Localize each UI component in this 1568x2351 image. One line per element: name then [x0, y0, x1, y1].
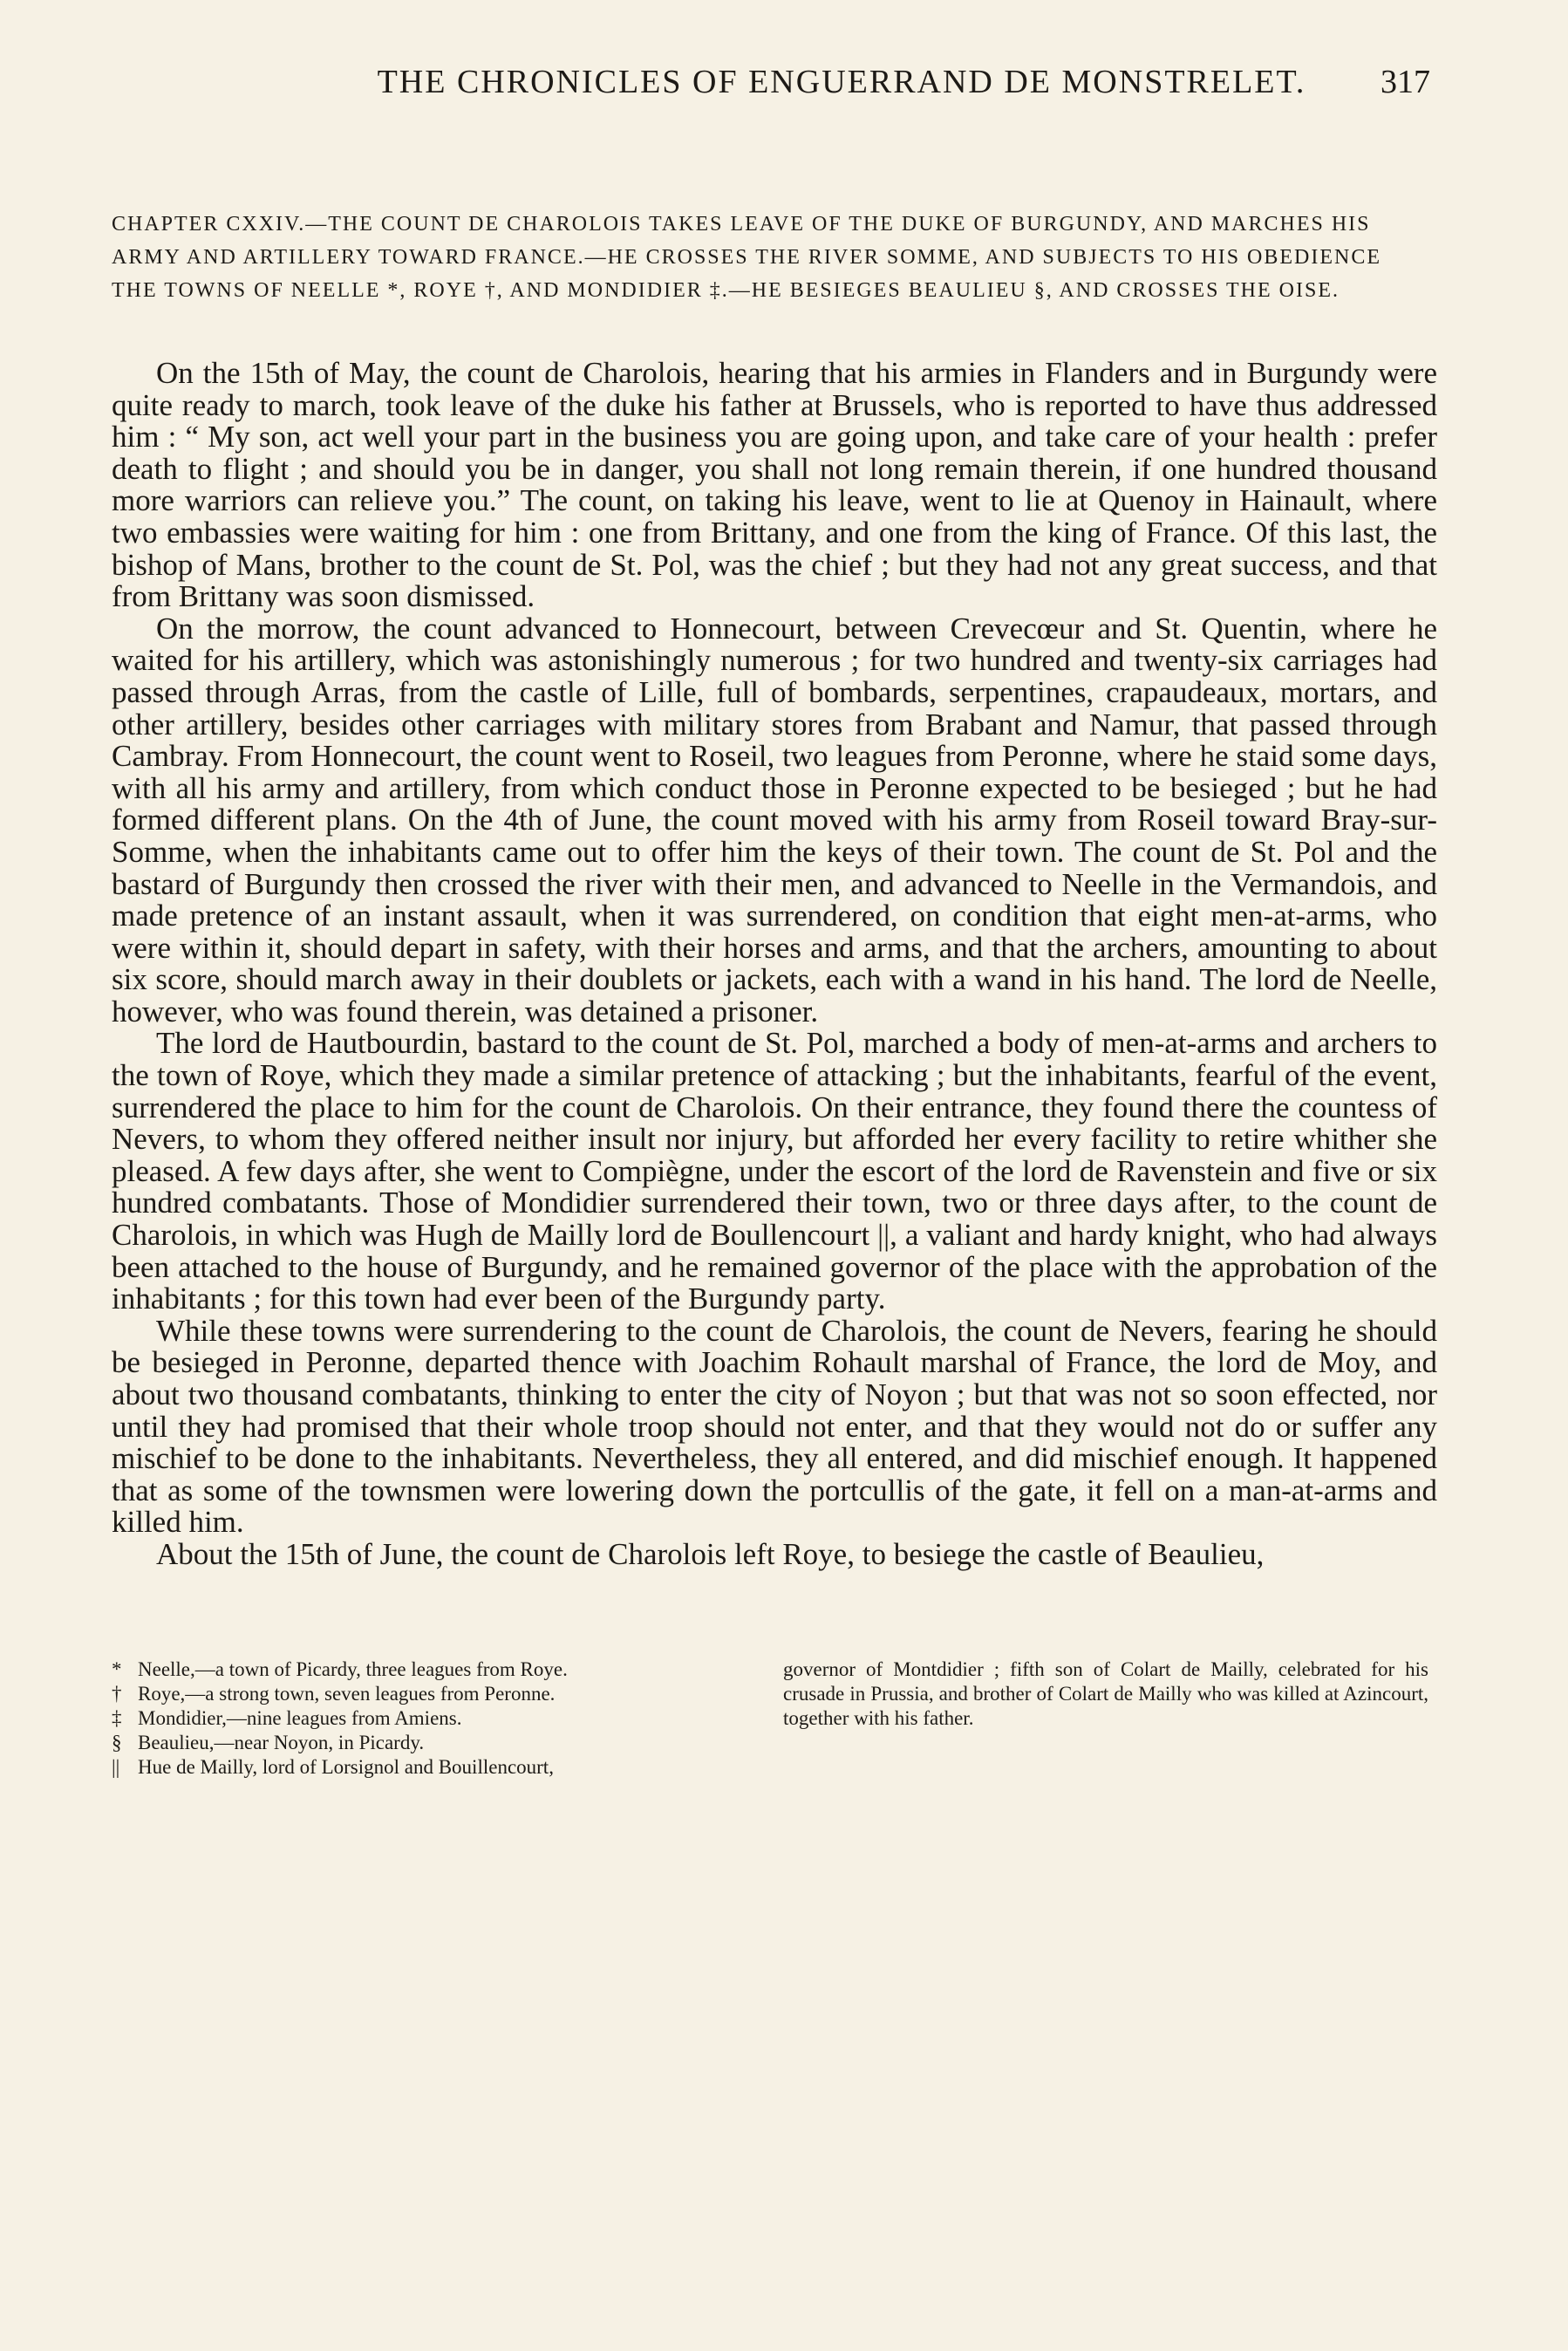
- footnote: [112, 1706, 755, 1731]
- footnote: [112, 1657, 755, 1682]
- footnotes-left-column: [112, 1657, 755, 1780]
- running-title: THE CHRONICLES OF ENGUERRAND DE MONSTRELET.: [377, 64, 1306, 100]
- footnote-mark: ||: [112, 1756, 120, 1778]
- footnotes-right-column: governor of Montdidier ; fifth son of Colart de Mailly, celebrated for his crusade in Prussia, and brother of Colart de Mailly who was killed at Azincourt, together with his father.: [783, 1658, 1428, 1729]
- footnote: [112, 1682, 755, 1706]
- footnote-mark: ‡: [112, 1707, 122, 1729]
- page-number: 317: [1381, 64, 1430, 100]
- footnote-text: Beaulieu,—near Noyon, in Picardy.: [138, 1732, 425, 1753]
- body-text: [112, 358, 1437, 1571]
- footnote-text: Hue de Mailly, lord of Lorsignol and Bouillencourt,: [138, 1756, 554, 1778]
- paragraph: On the morrow, the count advanced to Honnecourt, between Crevecœur and St. Quentin, where he waited for his artillery, which was astonishingly numerous ; for two hundred and twenty-six carriages had passed through Arras, from the castle of Lille, full of bombards, serpentines, crapaudeaux, mortars, and other artillery, besides other carriages with military stores from Brabant and Namur, that passed through Cambray. From Honnecourt, the count went to Roseil, two leagues from Peronne, where he staid some days, with all his army and artillery, from which conduct those in Peronne expected to be besieged ; but he had formed different plans. On the 4th of June, the count moved with his army from Roseil toward Bray-sur-Somme, when the inhabitants came out to offer him the keys of their town. The count de St. Pol and the bastard of Burgundy then crossed the river with their men, and advanced to Neelle in the Vermandois, and made pretence of an instant assault, when it was surrendered, on condition that eight men-at-arms, who were within it, should depart in safety, with their horses and arms, and that the archers, amounting to about six score, should march away in their doublets or jackets, each with a wand in his hand. The lord de Neelle, however, who was found therein, was detained a prisoner.: [112, 611, 1437, 1029]
- paragraph: On the 15th of May, the count de Charolois, hearing that his armies in Flanders and in Burgundy were quite ready to march, took leave of the duke his father at Brussels, who is reported to have thus addressed him : “ My son, act well your part in the business you are going upon, and take care of your health : prefer death to flight ; and should you be in danger, you shall not long remain therein, if one hundred thousand more warriors can relieve you.” The count, on taking his leave, went to lie at Quenoy in Hainault, where two embassies were waiting for him : one from Brittany, and one from the king of France. Of this last, the bishop of Mans, brother to the count de St. Pol, was the chief ; but they had not any great success, and that from Brittany was soon dismissed.: [112, 356, 1437, 614]
- footnote-text: Roye,—a strong town, seven leagues from Peronne.: [138, 1683, 556, 1705]
- footnote-mark: §: [112, 1732, 122, 1753]
- footnote-text: Neelle,—a town of Picardy, three leagues from Roye.: [138, 1658, 568, 1680]
- footnote: [112, 1755, 755, 1780]
- paragraph: While these towns were surrendering to the count de Charolois, the count de Nevers, fearing he should be besieged in Peronne, departed thence with Joachim Rohault marshal of France, the lord de Moy, and about two thousand combatants, thinking to enter the city of Noyon ; but that was not so soon effected, nor until they had promised that their whole troop should not enter, and that they would not do or suffer any mischief to be done to the inhabitants. Nevertheless, they all entered, and did mischief enough. It happened that as some of the townsmen were lowering down the portcullis of the gate, it fell on a man-at-arms and killed him.: [112, 1313, 1437, 1540]
- footnote-text: Mondidier,—nine leagues from Amiens.: [138, 1707, 462, 1729]
- footnote: [112, 1731, 755, 1755]
- chapter-heading: CHAPTER CXXIV.—THE COUNT DE CHAROLOIS TAKES LEAVE OF THE DUKE OF BURGUNDY, AND MARCHES HIS ARMY AND ARTILLERY TOWARD FRANCE.—HE CROSSES THE RIVER SOMME, AND SUBJECTS TO HIS OBEDIENCE THE TOWNS OF NEELLE *, ROYE †, AND MONDIDIER ‡.—HE BESIEGES BEAULIEU §, AND CROSSES THE OISE.: [112, 213, 1382, 302]
- paragraph: About the 15th of June, the count de Charolois left Roye, to besiege the castle of Beaulieu,: [156, 1536, 1265, 1571]
- footnote-mark: *: [112, 1658, 122, 1680]
- footnote-mark: †: [112, 1683, 122, 1705]
- paragraph: The lord de Hautbourdin, bastard to the count de St. Pol, marched a body of men-at-arms and archers to the town of Roye, which they made a similar pretence of attacking ; but the inhabitants, fearful of the event, surrendered the place to him for the count de Charolois. On their entrance, they found there the countess of Nevers, to whom they offered neither insult nor injury, but afforded her every facility to retire whither she pleased. A few days after, she went to Compiègne, under the escort of the lord de Ravenstein and five or six hundred combatants. Those of Mondidier surrendered their town, two or three days after, to the count de Charolois, in which was Hugh de Mailly lord de Boullencourt ||, a valiant and hardy knight, who had always been attached to the house of Burgundy, and he remained governor of the place with the approbation of the inhabitants ; for this town had ever been of the Burgundy party.: [112, 1026, 1437, 1316]
